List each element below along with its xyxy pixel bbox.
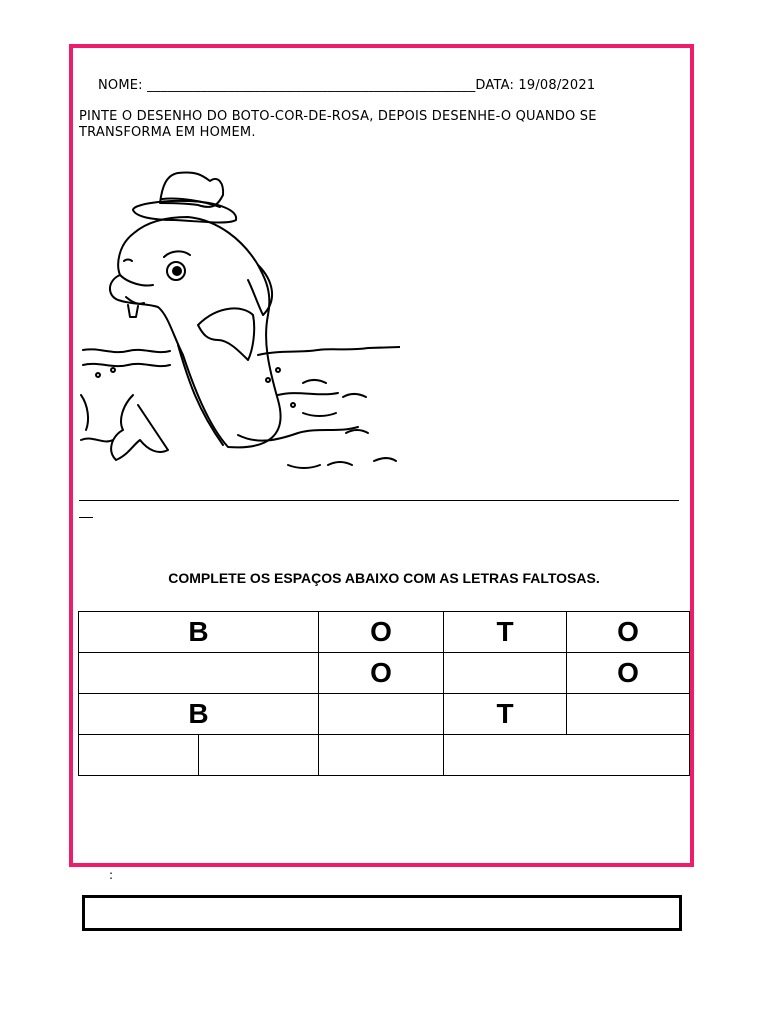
water-waves: [83, 349, 170, 352]
footer-colon: :: [109, 868, 114, 882]
letter-cell-blank[interactable]: [444, 735, 690, 776]
letters-table: [78, 611, 690, 776]
table-row: [79, 653, 690, 694]
table-row: [79, 735, 690, 776]
letter-cell-blank[interactable]: [319, 694, 444, 735]
letter-cell: O: [567, 653, 690, 694]
table-row: [79, 694, 690, 735]
letter-cell-blank[interactable]: [567, 694, 690, 735]
letter-cell: T: [444, 694, 567, 735]
letter-cell-blank[interactable]: [79, 735, 199, 776]
pink-dolphin-illustration: [78, 165, 400, 480]
exercise-title: COMPLETE OS ESPAÇOS ABAIXO COM AS LETRAS FALTOSAS.: [168, 570, 600, 586]
letter-cell-blank[interactable]: [79, 653, 319, 694]
letter-cell: O: [319, 612, 444, 653]
letter-cell-blank[interactable]: [319, 735, 444, 776]
drawing-answer-line: [79, 500, 679, 501]
letter-cell-blank[interactable]: [199, 735, 319, 776]
drawing-answer-line-tail: [79, 517, 93, 518]
letter-cell: O: [567, 612, 690, 653]
instruction-text: PINTE O DESENHO DO BOTO-COR-DE-ROSA, DEPOIS DESENHE-O QUANDO SE TRANSFORMA EM HOMEM.: [79, 109, 597, 140]
letter-cell: B: [79, 694, 319, 735]
table-row: [79, 612, 690, 653]
letter-cell-blank[interactable]: [444, 653, 567, 694]
letter-cell: O: [319, 653, 444, 694]
name-date-line: NOME: _________________________________________________DATA: 19/08/2021: [98, 78, 596, 93]
letter-cell: B: [79, 612, 319, 653]
letter-cell: T: [444, 612, 567, 653]
footer-box: [82, 895, 682, 931]
